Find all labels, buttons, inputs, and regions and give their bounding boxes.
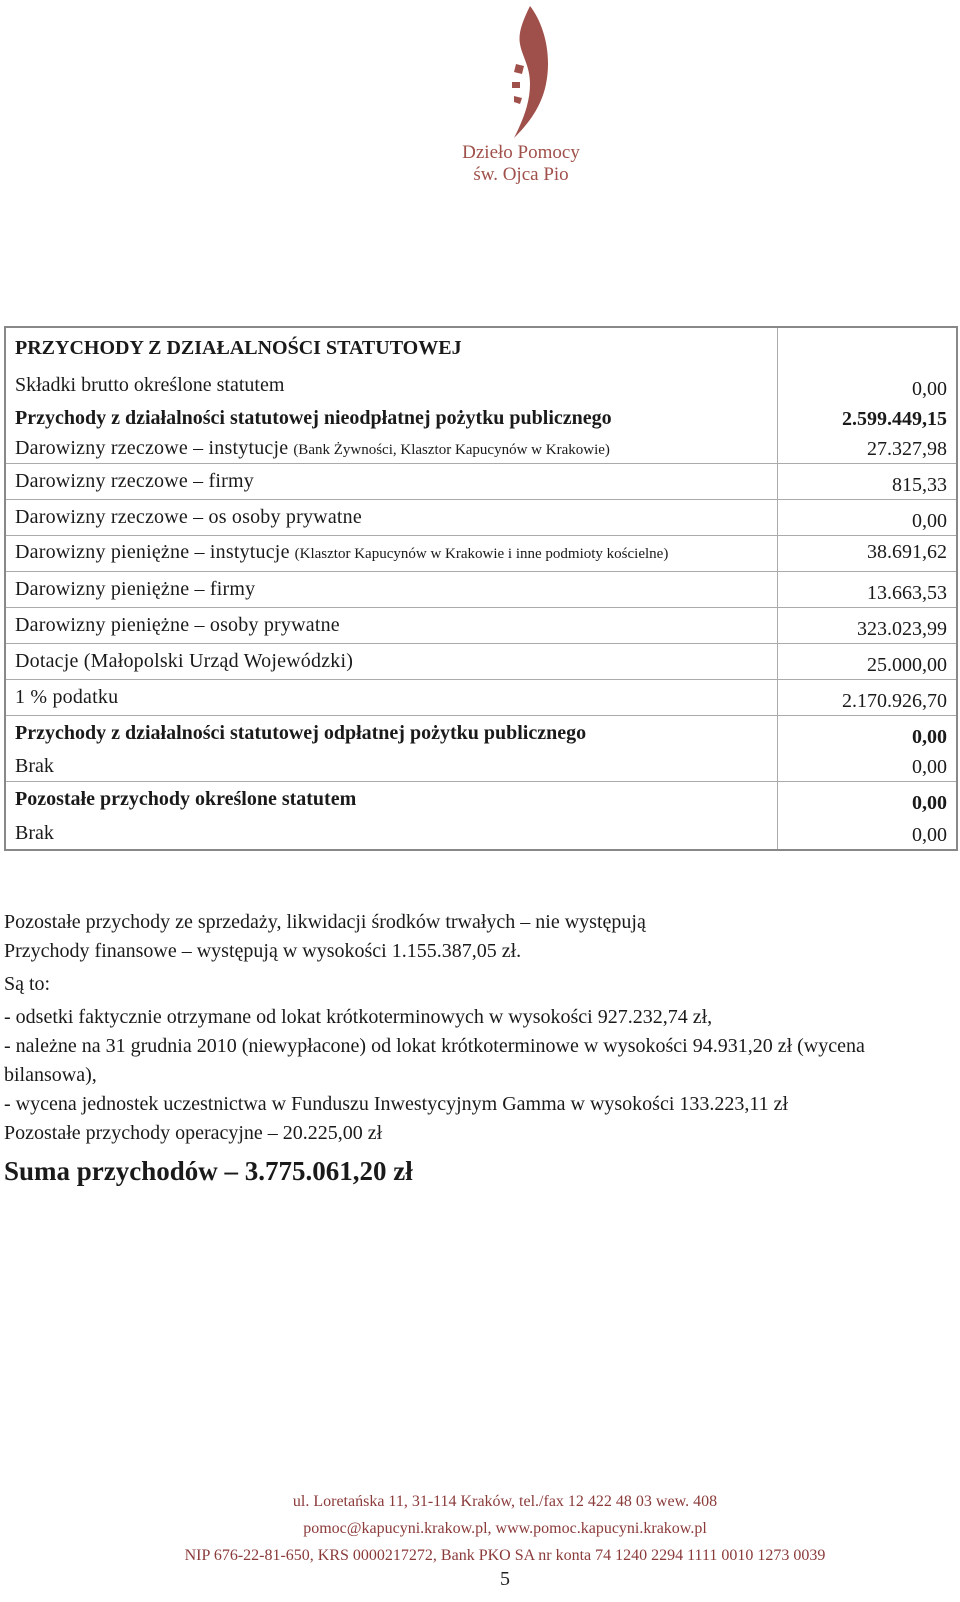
footer-address: ul. Loretańska 11, 31-114 Kraków, tel./fax 12 422 48 03 wew. 408 (292, 1493, 718, 1510)
row-note: (Bank Żywności, Klasztor Kapucynów w Krakowie) (293, 441, 610, 458)
logo-line-2: św. Ojca Pio (473, 164, 569, 185)
note-line: - odsetki faktycznie otrzymane od lokat krótkoterminowych w wysokości 927.232,74 zł, (4, 1006, 713, 1028)
row-label: Darowizny pieniężne – instytucje (15, 541, 290, 563)
row-label: Darowizny pieniężne – firmy (5, 572, 778, 608)
row-value: 38.691,62 (778, 536, 958, 572)
row-label: Darowizny rzeczowe – os osoby prywatne (5, 500, 778, 536)
table-row (5, 464, 957, 500)
page-number: 5 (500, 1568, 510, 1590)
footer (0, 1488, 960, 1569)
footer-contact: pomoc@kapucyni.krakow.pl, www.pomoc.kapucyni.krakow.pl (303, 1520, 707, 1537)
note-line: Pozostałe przychody ze sprzedaży, likwidacji środków trwałych – nie występują (4, 911, 646, 933)
row-label: Darowizny rzeczowe – firmy (5, 464, 778, 500)
note-line: Są to: (4, 973, 51, 995)
row-label: Brak (5, 817, 778, 850)
table-row (5, 572, 957, 608)
table-header: PRZYCHODY Z DZIAŁALNOŚCI STATUTOWEJ (5, 327, 778, 368)
revenue-sum: Suma przychodów – 3.775.061,20 zł (4, 1156, 413, 1186)
table-header-row (5, 327, 957, 368)
table-row (5, 368, 957, 403)
table-row (5, 433, 957, 464)
row-label-cell (5, 536, 778, 572)
row-value: 815,33 (778, 464, 958, 500)
table-row (5, 751, 957, 782)
organization-logo (446, 4, 596, 199)
row-label: Darowizny rzeczowe – instytucje (15, 436, 289, 459)
footer-bank-details: NIP 676-22-81-650, KRS 0000217272, Bank PKO SA nr konta 74 1240 2294 1111 0010 1273 0039 (184, 1547, 826, 1564)
row-value: 0,00 (778, 368, 958, 403)
table-row (5, 716, 957, 752)
table-row (5, 608, 957, 644)
logo-line-1: Dzieło Pomocy (462, 142, 580, 163)
row-value: 0,00 (778, 716, 958, 752)
note-line: - wycena jednostek uczestnictwa w Funduszu Inwestycyjnym Gamma w wysokości 133.223,11 zł (4, 1093, 789, 1115)
row-value: 13.663,53 (778, 572, 958, 608)
row-value: 27.327,98 (778, 433, 958, 464)
row-value: 2.599.449,15 (778, 403, 958, 433)
table-row (5, 536, 957, 572)
row-label-cell (5, 433, 778, 464)
note-line: Przychody finansowe – występują w wysokości 1.155.387,05 zł. (4, 940, 522, 962)
row-value: 2.170.926,70 (778, 680, 958, 716)
row-label: Darowizny pieniężne – osoby prywatne (5, 608, 778, 644)
row-label: Składki brutto określone statutem (5, 368, 778, 403)
revenue-table (4, 326, 958, 851)
table-row (5, 644, 957, 680)
note-line: Pozostałe przychody operacyjne – 20.225,00 zł (4, 1122, 383, 1144)
row-label: Przychody z działalności statutowej nieodpłatnej pożytku publicznego (5, 403, 778, 433)
row-label: Brak (5, 751, 778, 782)
row-value: 323.023,99 (778, 608, 958, 644)
row-label: Przychody z działalności statutowej odpłatnej pożytku publicznego (5, 716, 778, 752)
row-value: 0,00 (778, 751, 958, 782)
table-row (5, 403, 957, 433)
table-row (5, 817, 957, 850)
row-label: 1 % podatku (5, 680, 778, 716)
row-label: Pozostałe przychody określone statutem (5, 782, 778, 818)
table-row (5, 680, 957, 716)
row-value: 25.000,00 (778, 644, 958, 680)
table-header-amount (778, 327, 958, 368)
row-note: (Klasztor Kapucynów w Krakowie i inne podmioty kościelne) (294, 546, 669, 562)
table-row (5, 782, 957, 818)
profile-emblem-icon (486, 4, 556, 142)
table-row (5, 500, 957, 536)
row-value: 0,00 (778, 817, 958, 850)
row-label: Dotacje (Małopolski Urząd Wojewódzki) (5, 644, 778, 680)
row-value: 0,00 (778, 500, 958, 536)
note-line: - należne na 31 grudnia 2010 (niewypłacone) od lokat krótkoterminowe w wysokości 94.931,20 zł (wycena bilansowa), (4, 1035, 865, 1086)
notes-section (4, 908, 954, 1148)
row-value: 0,00 (778, 782, 958, 818)
